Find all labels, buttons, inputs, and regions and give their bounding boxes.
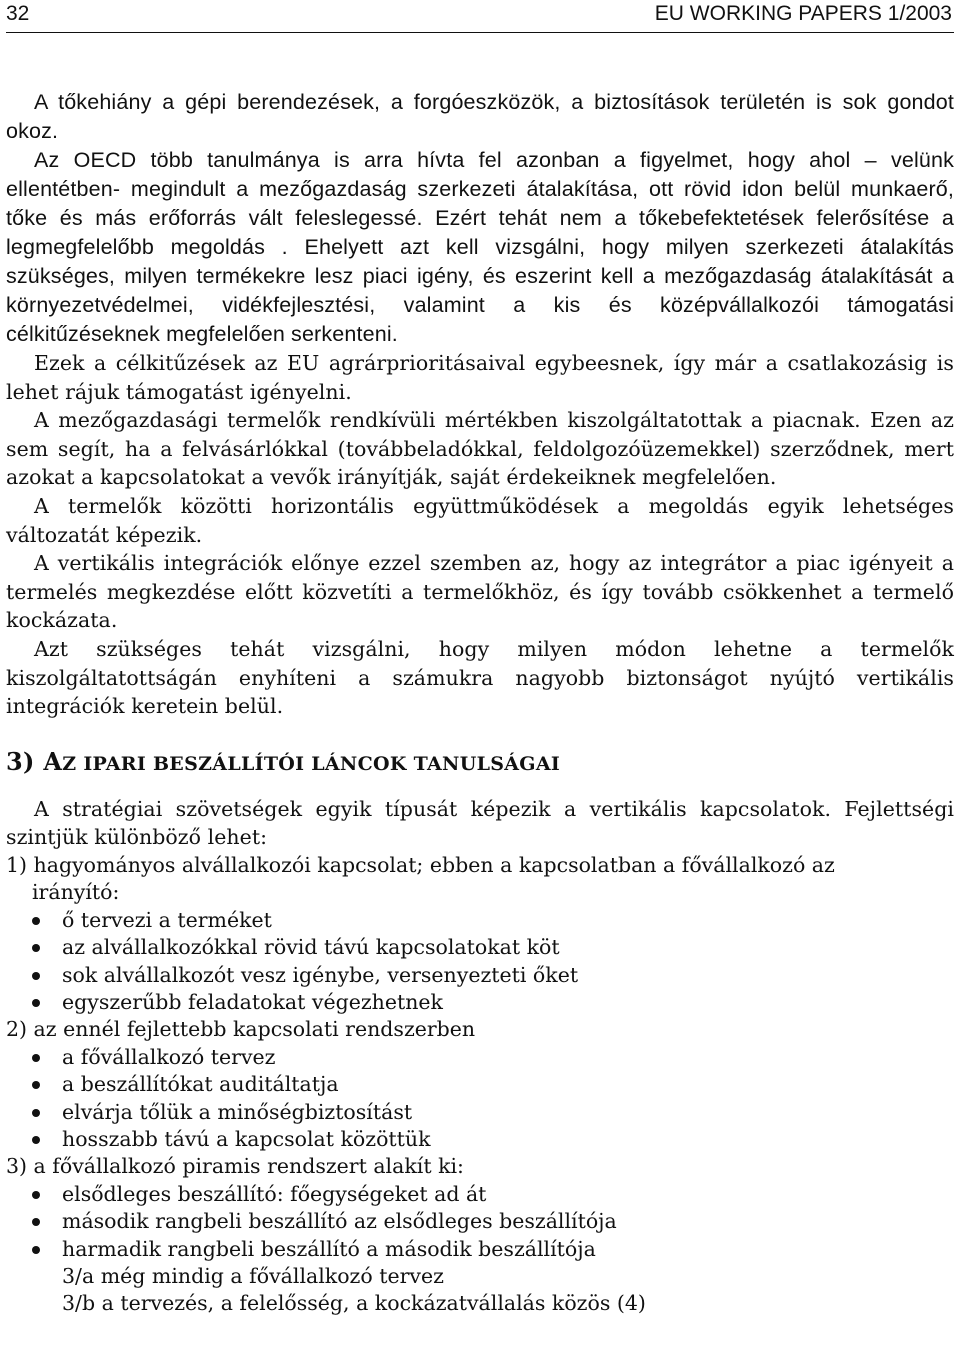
list-item: elvárja tőlük a minőségbiztosítást [6, 1099, 954, 1126]
bullet-icon [32, 1246, 40, 1254]
section-heading [6, 747, 954, 779]
level-2-label: 2) az ennél fejlettebb kapcsolati rendszerben [6, 1017, 476, 1042]
level-2-items [6, 1044, 954, 1154]
list-item: ő tervezi a terméket [6, 907, 954, 934]
paragraph-vertical-integration: A vertikális integrációk előnye ezzel szemben az, hogy az integrátor a piac igényeit a termelés megkezdése előtt közvetíti a termelőkhöz, és így tovább csökkenhet a termelő kockázata. [6, 551, 954, 633]
list-item: sok alvállalkozót vesz igénybe, versenyezteti őket [6, 962, 954, 989]
section-number: 3) [6, 746, 35, 776]
section-intro: A stratégiai szövetségek egyik típusát képezik a vertikális kapcsolatok. Fejlettségi szintjük különböző lehet: [6, 796, 954, 850]
supplier-levels-list [6, 852, 954, 1318]
paragraph-oecd-studies: Az OECD több tanulmánya is arra hívta fel azonban a figyelmet, hogy ahol – velünk ellentétben- megindult a mezőgazdaság szerkezeti átalakítása, ott rövid idon belül munkaerő, tőke és más erőforrás vált feleslegessé. Ezért tehát nem a tőkebefektetések felerősítése a legmegfelelőbb megoldás . Ehelyett azt kell vizsgálni, hogy milyen szerkezeti átalakítás szükséges, milyen termékekre lesz piaci igény, és eszerint kell a mezőgazdaság átalakítását a környezetvédelmei, vidékfejlesztési, valamint a kis és középvállalkozói támogatási célkitűzéseknek megfelelően serkenteni. [6, 148, 954, 346]
bullet-icon [32, 1218, 40, 1226]
list-item: az alvállalkozókkal rövid távú kapcsolatokat köt [6, 934, 954, 961]
page-number: 32 [6, 2, 30, 25]
bullet-icon [32, 944, 40, 952]
list-item: egyszerűbb feladatokat végezhetnek [6, 989, 954, 1016]
bullet-icon [32, 1054, 40, 1062]
paragraph-capital-shortage: A tőkehiány a gépi berendezések, a forgóeszközök, a biztosítások területén is sok gondot okoz. [6, 90, 954, 143]
paragraph-horizontal-cooperation: A termelők közötti horizontális együttműködések a megoldás egyik lehetséges változatát képezik. [6, 493, 954, 547]
paragraph-eu-priorities: Ezek a célkitűzések az EU agrárprioritásaival egybeesnek, így már a csatlakozásig is lehet rájuk támogatást igényelni. [6, 351, 954, 404]
bullet-icon [32, 1109, 40, 1117]
level-3-items [6, 1181, 954, 1263]
list-item: harmadik rangbeli beszállító a második beszállítója [6, 1236, 954, 1263]
level-3-label: 3) a fővállalkozó piramis rendszert alakít ki: [6, 1154, 464, 1179]
list-item: a beszállítókat auditáltatja [6, 1071, 954, 1098]
bullet-icon [32, 999, 40, 1007]
list-item: elsődleges beszállító: főegységeket ad át [6, 1181, 954, 1208]
list-item: a fővállalkozó tervez [6, 1044, 954, 1071]
bullet-icon [32, 1191, 40, 1199]
bullet-icon [32, 917, 40, 925]
list-item: második rangbeli beszállító az elsődleges beszállítója [6, 1208, 954, 1235]
paragraph-market-dependence: A mezőgazdasági termelők rendkívüli mértékben kiszolgáltatottak a piacnak. Ezen az sem segít, ha a felvásárlókkal (továbbeladókkal, feldolgozóüzemekkel) szerződnek, mert azokat a kapcsolatokat a vevők irányítják, saját érdekeiknek megfelelően. [6, 408, 954, 490]
level-1-label: 1) hagyományos alvállalkozói kapcsolat; ebben a kapcsolatban a fővállalkozó az irányító: [6, 852, 835, 905]
list-item: hosszabb távú a kapcsolat közöttük [6, 1126, 954, 1153]
document-body [6, 88, 954, 1318]
level-1-items [6, 907, 954, 1017]
paragraph-vulnerability: Azt szükséges tehát vizsgálni, hogy milyen módon lehetne a termelők kiszolgáltatottságán enyhíteni a számukra nagyobb biztonságot nyújtó vertikális integrációk keretein belül. [6, 636, 954, 719]
section-title-initial: A [43, 746, 63, 776]
bullet-icon [32, 1081, 40, 1089]
bullet-icon [32, 1136, 40, 1144]
series-title: EU WORKING PAPERS 1/2003 [654, 2, 952, 25]
level-3b-line: 3/b a tervezés, a felelősség, a kockázatvállalás közös (4) [62, 1291, 646, 1316]
bullet-icon [32, 972, 40, 980]
level-3a-line: 3/a még mindig a fővállalkozó tervez [62, 1264, 444, 1288]
section-title-rest: Z IPARI BESZÁLLÍTÓI LÁNCOK TANULSÁGAI [62, 752, 561, 775]
running-header [6, 0, 954, 33]
